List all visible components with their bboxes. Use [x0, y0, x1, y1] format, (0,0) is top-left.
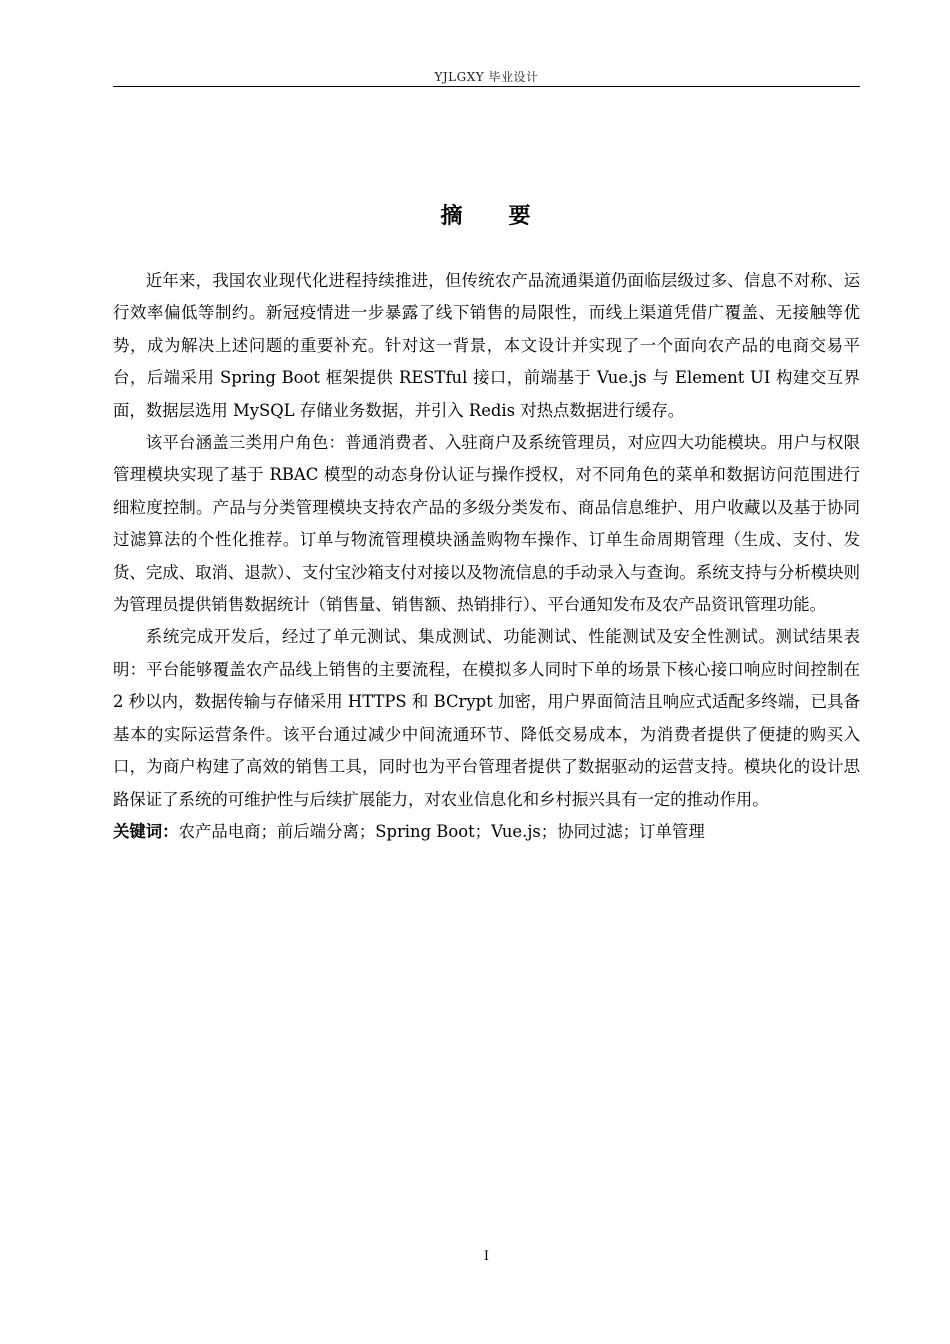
page-number: I: [483, 1249, 490, 1264]
keywords-line: [113, 816, 860, 848]
abstract-title: [113, 199, 860, 230]
abstract-title-char-1: 摘: [440, 204, 465, 229]
abstract-title-char-2: 要: [508, 204, 533, 229]
abstract-paragraph-1: 近年来，我国农业现代化进程持续推进，但传统农产品流通渠道仍面临层级过多、信息不对称、运行效率偏低等制约。新冠疫情进一步暴露了线下销售的局限性，而线上渠道凭借广覆盖、无接触等优势，成为解决上述问题的重要补充。针对这一背景，本文设计并实现了一个面向农产品的电商交易平台，后端采用 Spring Boot 框架提供 RESTful 接口，前端基于 Vue.js 与 Element UI 构建交互界面，数据层选用 MySQL 存储业务数据，并引入 Redis 对热点数据进行缓存。: [113, 271, 860, 420]
abstract-paragraph-2: 该平台涵盖三类用户角色：普通消费者、入驻商户及系统管理员，对应四大功能模块。用户与权限管理模块实现了基于 RBAC 模型的动态身份认证与操作授权，对不同角色的菜单和数据访问范围进行细粒度控制。产品与分类管理模块支持农产品的多级分类发布、商品信息维护、用户收藏以及基于协同过滤算法的个性化推荐。订单与物流管理模块涵盖购物车操作、订单生命周期管理（生成、支付、发货、完成、取消、退款）、支付宝沙箱支付对接以及物流信息的手动录入与查询。系统支持与分析模块则为管理员提供销售数据统计（销售量、销售额、热销排行）、平台通知发布及农产品资讯管理功能。: [113, 433, 860, 615]
running-header: YJLGXY 毕业设计: [434, 70, 539, 84]
header-rule: [113, 86, 860, 87]
keywords-label: 关键词：: [113, 821, 179, 841]
keywords-text: 农产品电商；前后端分离；Spring Boot；Vue.js；协同过滤；订单管理: [178, 821, 705, 841]
abstract-body: [113, 265, 860, 848]
abstract-paragraph-3: 系统完成开发后，经过了单元测试、集成测试、功能测试、性能测试及安全性测试。测试结果表明：平台能够覆盖农产品线上销售的主要流程，在模拟多人同时下单的场景下核心接口响应时间控制在 2 秒以内，数据传输与存储采用 HTTPS 和 BCrypt 加密，用户界面简洁且响应式适配多终端，已具备基本的实际运营条件。该平台通过减少中间流通环节、降低交易成本，为消费者提供了便捷的购买入口，为商户构建了高效的销售工具，同时也为平台管理者提供了数据驱动的运营支持。模块化的设计思路保证了系统的可维护性与后续扩展能力，对农业信息化和乡村振兴具有一定的推动作用。: [113, 627, 860, 809]
